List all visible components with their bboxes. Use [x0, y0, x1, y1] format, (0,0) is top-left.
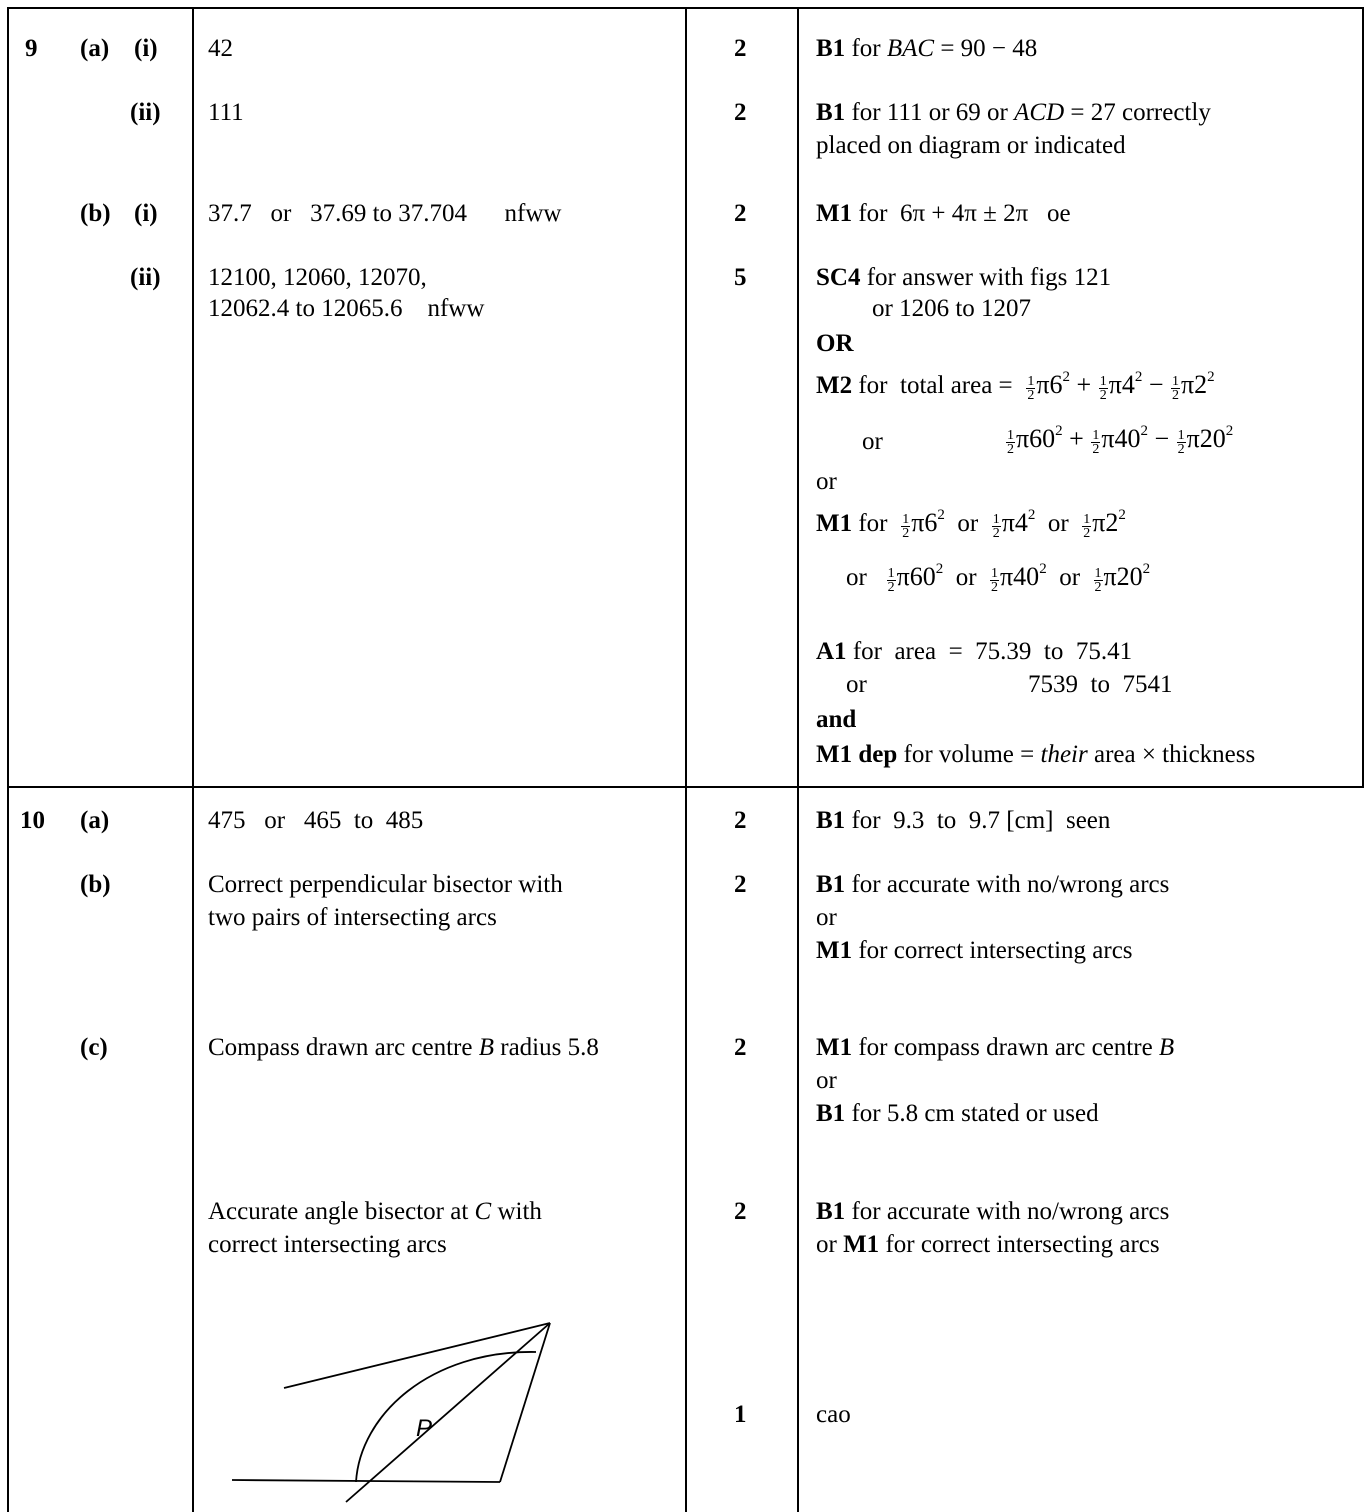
q10-part-c-label: (c): [80, 1034, 108, 1061]
q9-a-i-answer: 42: [208, 35, 233, 62]
q10-c-mark3: 1: [734, 1401, 747, 1428]
q10-b-guidance-or: or: [816, 904, 837, 931]
q10-c-answer2-line2: correct intersecting arcs: [208, 1231, 447, 1258]
q9-b-ii-answer-line1: 12100, 12060, 12070,: [208, 264, 427, 291]
q10-c-mark1: 2: [734, 1034, 747, 1061]
q9-a-i-mark: 2: [734, 35, 747, 62]
q9-a-i-guidance: B1 for BAC = 90 − 48: [816, 35, 1038, 62]
q9-b-ii-a1-or: or: [846, 671, 867, 698]
q9-b-ii-m2-expr2: $\frac{1}{2}$ $\pi 60^2$ + $\frac{1}{2}$ $\pi 40^2$ − $\frac{1}{2}$ $\pi 20^2$: [1007, 423, 1234, 457]
right-line: [500, 1323, 550, 1482]
q9-b-i-guidance: M1 for 6π + 4π ± 2π oe: [816, 200, 1071, 227]
q9-b-ii-m2-line: M2 for total area = $\frac{1}{2}$ $\pi 6^2$ + $\frac{1}{2}$ $\pi 4^2$ − $\frac{1}{2}$ $\pi 2^2$: [816, 369, 1215, 403]
q9-b-ii-answer-line2: 12062.4 to 12065.6 nfww: [208, 295, 485, 322]
question-9-number: 9: [25, 35, 38, 62]
q9-b-i-label: (i): [134, 200, 158, 227]
q9-b-ii-m1-line2: or $\frac{1}{2}$ $\pi 60^2$ or $\frac{1}{2}$ $\pi 40^2$ or $\frac{1}{2}$ $\pi 20^2$: [846, 561, 1151, 595]
column-divider-2: [685, 7, 687, 1512]
q10-c-guidance1-or: or: [816, 1067, 837, 1094]
q10-c-guidance3: cao: [816, 1401, 851, 1428]
q10-c-guidance1-line1: M1 for compass drawn arc centre B: [816, 1034, 1175, 1061]
q9-b-ii-or-lower: or: [816, 468, 837, 495]
q10-part-a-label: (a): [80, 807, 110, 834]
q10-c-guidance2-line1: B1 for accurate with no/wrong arcs: [816, 1198, 1170, 1225]
q9-b-ii-label: (ii): [130, 264, 161, 291]
q10-c-answer2-line1: Accurate angle bisector at C with: [208, 1198, 542, 1225]
q10-a-guidance: B1 for 9.3 to 9.7 [cm] seen: [816, 807, 1111, 834]
row-divider: [7, 786, 1364, 788]
q9-b-ii-mark: 5: [734, 264, 747, 291]
q9-a-ii-answer: 111: [208, 99, 244, 126]
q9-a-ii-guidance-line1: B1 for 111 or 69 or ACD = 27 correctly: [816, 99, 1211, 126]
point-p-label: P: [416, 1415, 433, 1442]
q9-part-a-label: (a): [80, 35, 110, 62]
base-line: [232, 1480, 500, 1482]
q9-b-i-mark: 2: [734, 200, 747, 227]
column-divider-3: [797, 7, 799, 1512]
q9-b-ii-and: and: [816, 706, 857, 733]
upper-line: [284, 1323, 550, 1388]
q9-b-ii-or-caps: OR: [816, 330, 854, 357]
q10-b-mark: 2: [734, 871, 747, 898]
q10-c-mark2: 2: [734, 1198, 747, 1225]
q9-b-ii-sc4-line2: or 1206 to 1207: [872, 295, 1032, 322]
q9-b-ii-a1-line1: A1 for area = 75.39 to 75.41: [816, 638, 1133, 665]
q10-c-answer1: Compass drawn arc centre B radius 5.8: [208, 1034, 599, 1061]
q9-b-ii-m1dep-line: M1 dep for volume = their area × thickness: [816, 741, 1256, 768]
angle-bisector-diagram: [220, 1310, 560, 1512]
q9-a-ii-mark: 2: [734, 99, 747, 126]
column-divider-1: [192, 7, 194, 1512]
q9-b-ii-sc4-line1: SC4 for answer with figs 121: [816, 264, 1112, 291]
compass-arc: [356, 1352, 536, 1482]
q10-c-guidance1-line3: B1 for 5.8 cm stated or used: [816, 1100, 1099, 1127]
question-10-number: 10: [20, 807, 45, 834]
q9-part-b-label: (b): [80, 200, 111, 227]
q9-a-ii-guidance-line2: placed on diagram or indicated: [816, 132, 1126, 159]
q10-a-mark: 2: [734, 807, 747, 834]
q9-b-ii-a1-line2: 7539 to 7541: [1028, 671, 1173, 698]
table-left-border: [7, 7, 9, 1512]
q10-b-answer-line2: two pairs of intersecting arcs: [208, 904, 497, 931]
bisector-line: [346, 1323, 550, 1502]
table-right-border: [1362, 7, 1364, 787]
q10-b-answer-line1: Correct perpendicular bisector with: [208, 871, 563, 898]
q9-b-ii-m2-or: or: [862, 428, 883, 455]
q10-c-guidance2-line2: or M1 for correct intersecting arcs: [816, 1231, 1160, 1258]
q10-b-guidance-line1: B1 for accurate with no/wrong arcs: [816, 871, 1170, 898]
q10-b-guidance-line3: M1 for correct intersecting arcs: [816, 937, 1133, 964]
q9-a-ii-label: (ii): [130, 99, 161, 126]
q10-part-b-label: (b): [80, 871, 111, 898]
q9-b-ii-m1-line1: M1 for $\frac{1}{2}$ $\pi 6^2$ or $\frac{1}{2}$ $\pi 4^2$ or $\frac{1}{2}$ $\pi 2^2$: [816, 507, 1126, 541]
q9-a-i-label: (i): [134, 35, 158, 62]
q9-b-i-answer: 37.7 or 37.69 to 37.704 nfww: [208, 200, 562, 227]
q10-a-answer: 475 or 465 to 485: [208, 807, 424, 834]
